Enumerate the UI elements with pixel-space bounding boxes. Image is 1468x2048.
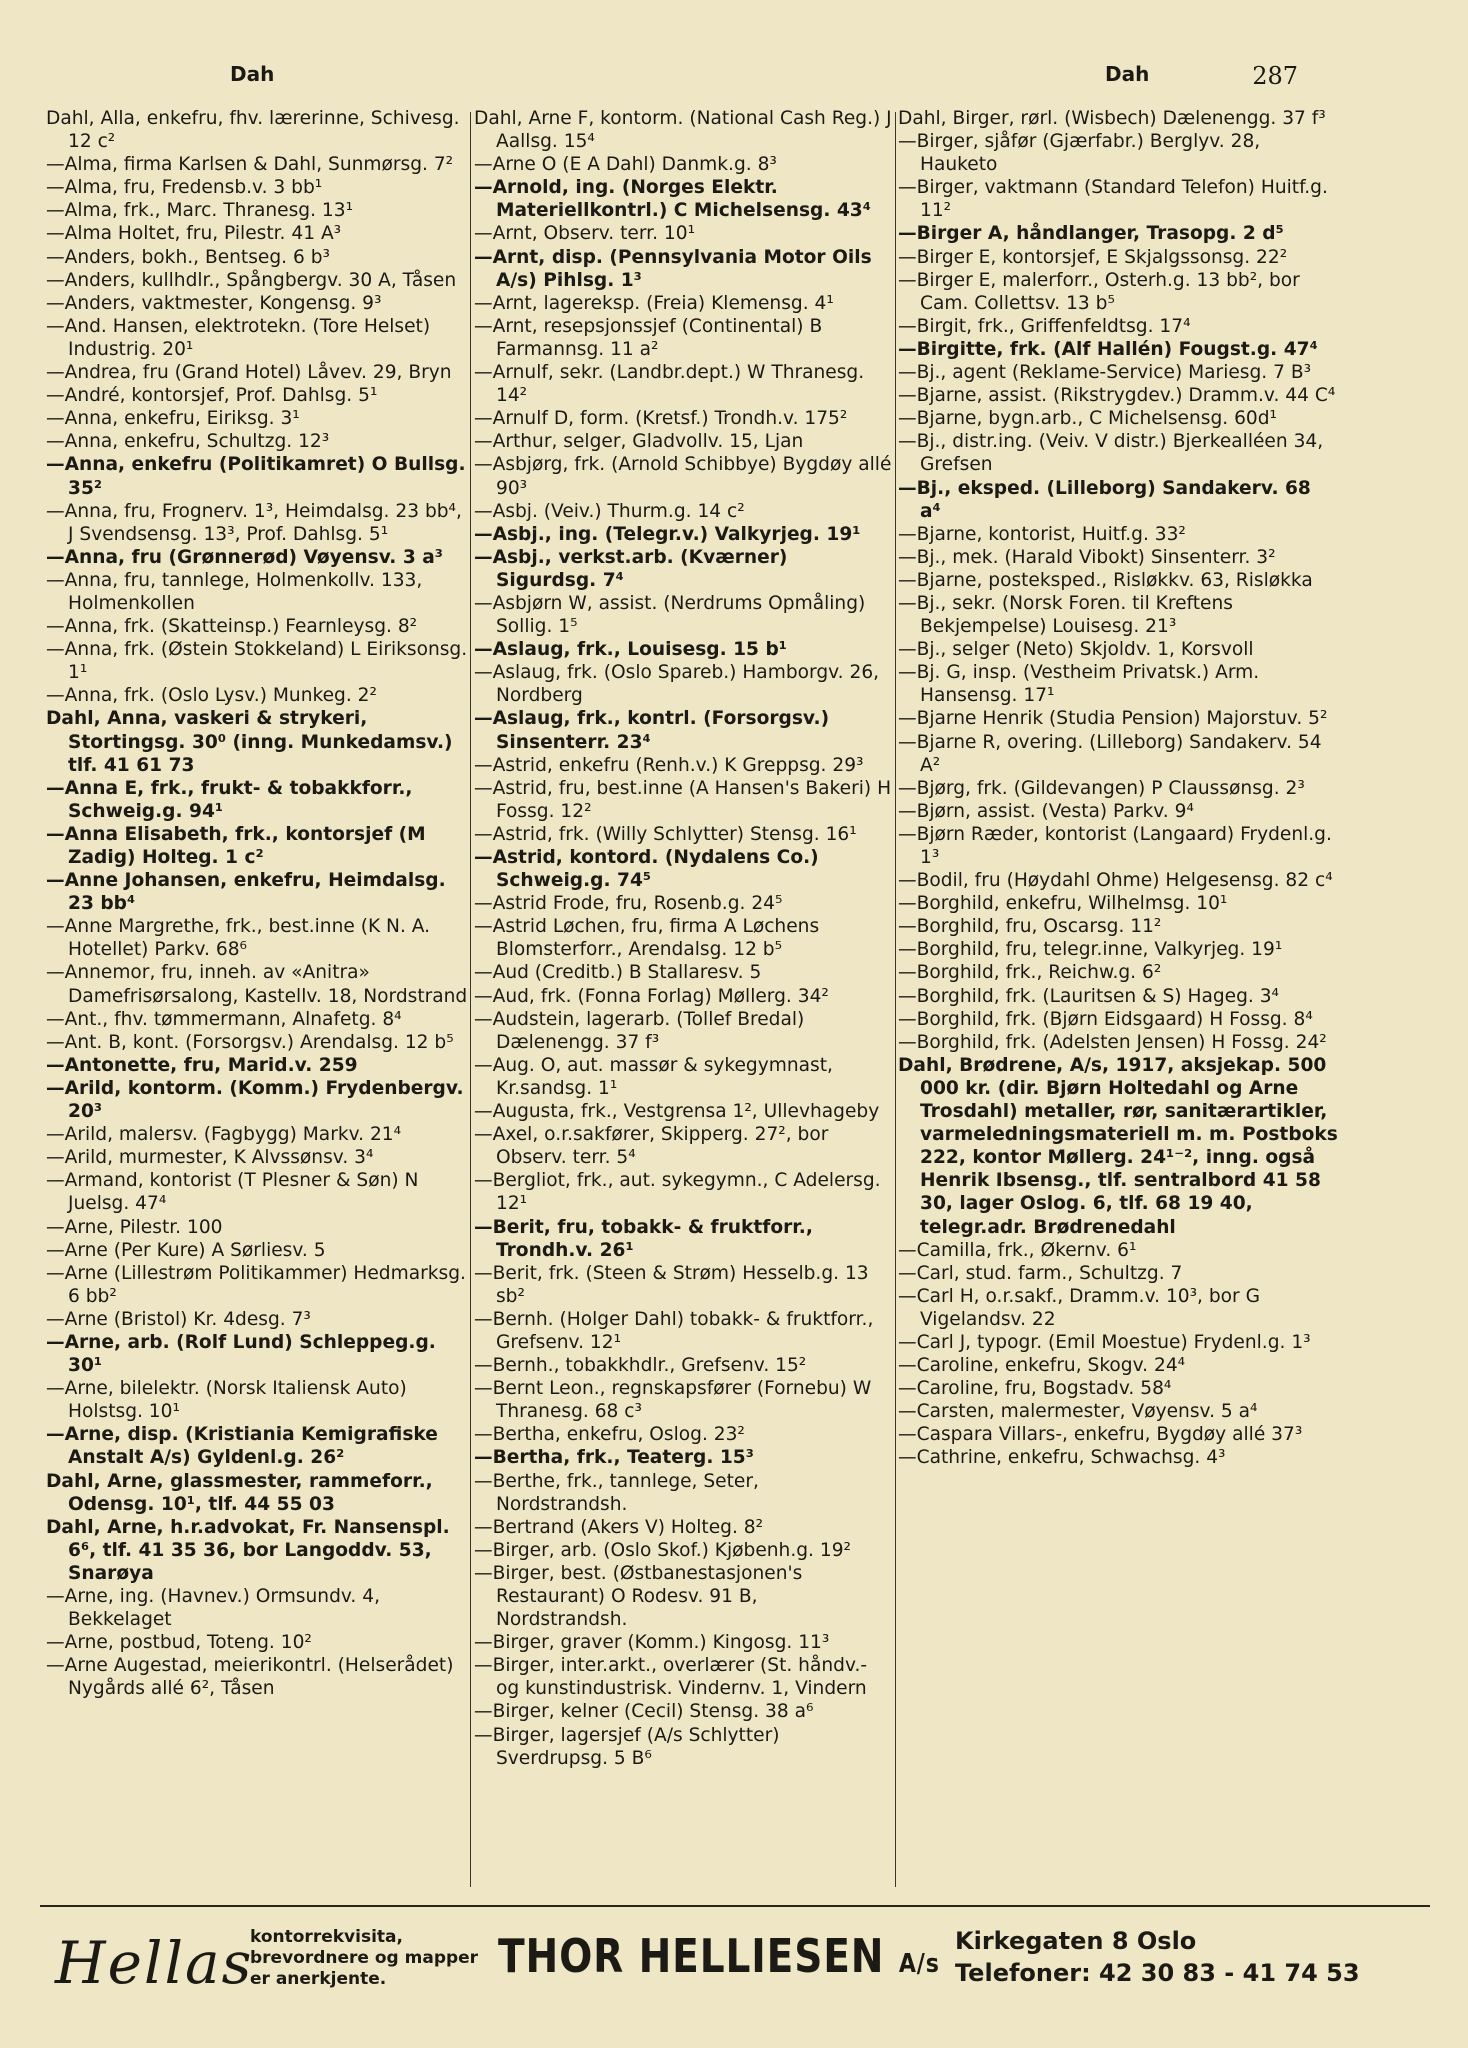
directory-entry: —Aug. O, aut. massør & sykegymnast, Kr.sandsg. 1¹ [474, 1054, 833, 1099]
directory-entry: —Anna, fru (Grønnerød) Vøyensv. 3 a³ [46, 546, 443, 568]
directory-entry: —André, kontorsjef, Prof. Dahlsg. 5¹ [46, 385, 378, 407]
directory-entry: —Carl J, typogr. (Emil Moestue) Frydenl.g. 1³ [898, 1331, 1311, 1353]
directory-entry: —Anders, bokh., Bentseg. 6 b³ [46, 246, 330, 268]
directory-entry: —Bertha, enkefru, Oslog. 23² [474, 1424, 745, 1446]
directory-entry: —Birger, sjåfør (Gjærfabr.) Berglyv. 28, Hauketo [898, 131, 1261, 176]
directory-entry: —Birger, graver (Komm.) Kingosg. 11³ [474, 1632, 830, 1654]
directory-entry: —Aud, frk. (Fonna Forlag) Møllerg. 34² [474, 985, 829, 1007]
directory-entry: —Anne Margrethe, frk., best.inne (K N. A. Hotellet) Parkv. 68⁶ [46, 916, 431, 961]
directory-entry: —Bj., selger (Neto) Skjoldv. 1, Korsvoll [898, 639, 1254, 661]
company-address-block [955, 1925, 1360, 1989]
directory-entry: —Asbjørn W, assist. (Nerdrums Opmåling) Sollig. 1⁵ [474, 592, 866, 638]
directory-entry: —Bernt Leon., regnskapsfører (Fornebu) W Thranesg. 68 c³ [474, 1378, 872, 1423]
directory-entry: —Bj., eksped. (Lilleborg) Sandakerv. 68 a⁴ [898, 477, 1311, 522]
directory-entry: Dahl, Birger, rørl. (Wisbech) Dælenengg. 37 f³ [898, 108, 1326, 129]
directory-entry: —Asbjørg, frk. (Arnold Schibbye) Bygdøy allé 90³ [474, 454, 892, 499]
page-header [40, 62, 1428, 98]
column-1 [46, 107, 470, 1897]
directory-entry: —Anna E, frk., frukt- & tobakkforr., Schweig.g. 94¹ [46, 777, 413, 822]
directory-entry: —Borghild, fru, telegr.inne, Valkyrjeg. 19¹ [898, 939, 1283, 961]
thor-helliesen-name [498, 1929, 940, 1983]
company-suffix: A/s [898, 1949, 940, 1979]
directory-entry: —Astrid, enkefru (Renh.v.) K Greppsg. 29³ [474, 754, 864, 776]
directory-entry: —Arnt, lagereksp. (Freia) Klemensg. 4¹ [474, 292, 834, 314]
directory-entry: —Arnt, Observ. terr. 10¹ [474, 223, 696, 245]
directory-entry: —Alma, fru, Fredensb.v. 3 bb¹ [46, 177, 323, 199]
directory-entry: —Bernh., tobakkhdlr., Grefsenv. 15² [474, 1355, 807, 1377]
directory-entry: —Anna, frk. (Østein Stokkeland) L Eiriksonsg. 1¹ [46, 639, 468, 684]
right-running-head: Dah [1105, 62, 1150, 86]
directory-entry: —Bj., mek. (Harald Vibokt) Sinsenterr. 3² [898, 546, 1276, 568]
directory-entry: —Augusta, frk., Vestgrensa 1², Ullevhageby [474, 1101, 880, 1123]
directory-entry: —Carl, stud. farm., Schultzg. 7 [898, 1262, 1183, 1284]
directory-entry: Dahl, Brødrene, A/s, 1917, aksjekap. 500 000 kr. (dir. Bjørn Holtedahl og Arne Trosdahl) metaller, rør, sanitærartikler, varmeledningsmateriell m. m. Postboks 222, kontor Møllerg. 24¹⁻², inng. også Henrik Ibsensg., tlf. sentralbord 41 58 30, lager Oslog. 6, tlf. 68 19 40, telegr.adr. Brødrenedahl [898, 1054, 1338, 1238]
directory-entry: —Aslaug, frk., Louisesg. 15 b¹ [474, 639, 787, 661]
directory-entry: —Astrid Løchen, fru, firma A Løchens Blomsterforr., Arendalsg. 12 b⁵ [474, 916, 820, 961]
directory-entry: —Arnt, resepsjonssjef (Continental) B Farmannsg. 11 a² [474, 315, 823, 360]
page-number: 287 [1252, 62, 1298, 90]
directory-entry: —Asbj. (Veiv.) Thurm.g. 14 c² [474, 500, 745, 522]
directory-entry: —Camilla, frk., Økernv. 6¹ [898, 1239, 1137, 1261]
directory-entry: —Borghild, frk. (Adelsten Jensen) H Fossg. 24² [898, 1031, 1327, 1053]
company-address: Kirkegaten 8 Oslo [955, 1927, 1197, 1955]
directory-entry: —Bertha, frk., Teaterg. 15³ [474, 1447, 754, 1469]
directory-entry: —Anna, fru, Frognerv. 1³, Heimdalsg. 23 bb⁴, J Svendsensg. 13³, Prof. Dahlsg. 5¹ [46, 500, 462, 545]
directory-entry: —Birger, lagersjef (A/s Schlytter) Sverdrupsg. 5 B⁶ [474, 1724, 780, 1769]
directory-entry: —Borghild, frk. (Lauritsen & S) Hageg. 3⁴ [898, 985, 1279, 1007]
directory-entry: —Birgitte, frk. (Alf Hallén) Fougst.g. 47⁴ [898, 338, 1318, 360]
directory-entry: —Arild, malersv. (Fagbygg) Markv. 21⁴ [46, 1124, 402, 1146]
directory-entry: —Cathrine, enkefru, Schwachsg. 4³ [898, 1447, 1226, 1469]
directory-entry: —Birger E, kontorsjef, E Skjalgssonsg. 22² [898, 246, 1288, 268]
directory-entry: —Astrid, kontord. (Nydalens Co.) Schweig.g. 74⁵ [474, 847, 819, 892]
directory-entry: —Arild, kontorm. (Komm.) Frydenbergv. 20³ [46, 1077, 464, 1123]
company-name: THOR HELLIESEN [498, 1929, 885, 1983]
column-3 [898, 107, 1338, 1897]
directory-entry: —Bj., sekr. (Norsk Foren. til Kreftens Bekjempelse) Louisesg. 21³ [898, 592, 1233, 638]
directory-columns [46, 107, 1426, 1897]
directory-entry: —Carl H, o.r.sakf., Dramm.v. 10³, bor G Vigelandsv. 22 [898, 1285, 1261, 1330]
directory-entry: —Arne, ing. (Havnev.) Ormsundv. 4, Bekkelaget [46, 1586, 380, 1631]
directory-entry: —Bjarne, posteksped., Risløkkv. 63, Risløkka [898, 569, 1313, 591]
directory-entry: —Alma, firma Karlsen & Dahl, Sunmørsg. 7² [46, 154, 454, 176]
directory-entry: —Anna, frk. (Oslo Lysv.) Munkeg. 2² [46, 685, 377, 707]
directory-entry: —Aslaug, frk., kontrl. (Forsorgsv.) Sinsenterr. 23⁴ [474, 708, 830, 753]
directory-entry: —Birger, kelner (Cecil) Stensg. 38 a⁶ [474, 1701, 814, 1723]
directory-entry: —Aslaug, frk. (Oslo Spareb.) Hamborgv. 26, Nordberg [474, 662, 880, 707]
directory-entry: —Andrea, fru (Grand Hotel) Låvev. 29, Bryn [46, 362, 452, 384]
directory-entry: —Anna Elisabeth, frk., kontorsjef (M Zadig) Holteg. 1 c² [46, 823, 426, 868]
directory-entry: —Bernh. (Holger Dahl) tobakk- & fruktforr., Grefsenv. 12¹ [474, 1308, 874, 1353]
directory-entry: —Ant., fhv. tømmermann, Alnafetg. 8⁴ [46, 1008, 402, 1030]
directory-entry: —Arne (Per Kure) A Sørliesv. 5 [46, 1239, 326, 1261]
company-phones: Telefoner: 42 30 83 - 41 74 53 [955, 1959, 1360, 1987]
directory-entry: —Anna, fru, tannlege, Holmenkollv. 133, Holmenkollen [46, 569, 423, 614]
directory-entry: —Caroline, enkefru, Skogv. 24⁴ [898, 1355, 1186, 1377]
directory-entry: —Bjarne, assist. (Rikstrygdev.) Dramm.v. 44 C⁴ [898, 385, 1336, 407]
directory-entry: —Birger, arb. (Oslo Skof.) Kjøbenh.g. 19² [474, 1539, 851, 1561]
directory-entry: —Alma, frk., Marc. Thranesg. 13¹ [46, 200, 354, 222]
directory-entry: —Arne, arb. (Rolf Lund) Schleppeg.g. 30¹ [46, 1331, 436, 1377]
directory-entry: —Audstein, lagerarb. (Tollef Bredal) Dælenengg. 37 f³ [474, 1008, 805, 1053]
directory-entry: —Caspara Villars-, enkefru, Bygdøy allé 37³ [898, 1424, 1303, 1446]
directory-entry: —Ant. B, kont. (Forsorgsv.) Arendalsg. 12 b⁵ [46, 1031, 454, 1053]
directory-entry: —Birger E, malerforr., Osterh.g. 13 bb², bor Cam. Collettsv. 13 b⁵ [898, 269, 1300, 314]
directory-entry: —Arne, Pilestr. 100 [46, 1216, 223, 1238]
directory-entry: —Birger, best. (Østbanestasjonen's Restaurant) O Rodesv. 91 B, Nordstrandsh. [474, 1562, 803, 1631]
directory-entry: —And. Hansen, elektrotekn. (Tore Helset) Industrig. 20¹ [46, 315, 431, 360]
left-running-head: Dah [230, 62, 275, 86]
directory-entry: —Astrid Frode, fru, Rosenb.g. 24⁵ [474, 893, 783, 915]
directory-entry: —Alma Holtet, fru, Pilestr. 41 A³ [46, 223, 342, 245]
directory-entry: —Bjarne, kontorist, Huitf.g. 33² [898, 523, 1186, 545]
directory-entry: —Borghild, frk. (Bjørn Eidsgaard) H Fossg. 8⁴ [898, 1008, 1313, 1030]
directory-entry: —Anna, enkefru (Politikamret) O Bullsg. 35² [46, 454, 466, 499]
directory-entry: —Anders, kullhdlr., Spångbergv. 30 A, Tåsen [46, 269, 457, 291]
advertisement-banner [40, 1905, 1430, 2007]
directory-entry: —Caroline, fru, Bogstadv. 58⁴ [898, 1378, 1172, 1400]
directory-entry: —Arild, murmester, K Alvssønsv. 3⁴ [46, 1147, 374, 1169]
directory-entry: —Astrid, fru, best.inne (A Hansen's Bakeri) H Fossg. 12² [474, 777, 892, 822]
directory-entry: —Berthe, frk., tannlege, Seter, Nordstrandsh. [474, 1470, 759, 1515]
directory-entry: —Bertrand (Akers V) Holteg. 8² [474, 1516, 764, 1538]
directory-entry: —Bjarne Henrik (Studia Pension) Majorstuv. 5² [898, 708, 1328, 730]
directory-entry: —Arnold, ing. (Norges Elektr. Materiellkontrl.) C Michelsensg. 43⁴ [474, 177, 871, 222]
directory-entry: —Astrid, frk. (Willy Schlytter) Stensg. 16¹ [474, 823, 857, 845]
directory-entry: —Anna, enkefru, Schultzg. 12³ [46, 431, 330, 453]
directory-entry: —Carsten, malermester, Vøyensv. 5 a⁴ [898, 1401, 1258, 1423]
directory-entry: —Anna, frk. (Skatteinsp.) Fearnleysg. 8² [46, 616, 418, 638]
directory-entry: —Birger, inter.arkt., overlærer (St. håndv.- og kunstindustrisk. Vindernv. 1, Vindern [474, 1655, 868, 1700]
directory-entry: —Birger A, håndlanger, Trasopg. 2 d⁵ [898, 223, 1284, 245]
directory-entry: —Asbj., ing. (Telegr.v.) Valkyrjeg. 19¹ [474, 523, 861, 545]
directory-entry: —Birger, vaktmann (Standard Telefon) Huitf.g. 11² [898, 177, 1328, 222]
directory-entry: —Bjørn Ræder, kontorist (Langaard) Frydenl.g. 1³ [898, 823, 1332, 868]
directory-entry: —Armand, kontorist (T Plesner & Søn) N Juelsg. 47⁴ [46, 1170, 419, 1215]
directory-entry: —Annemor, fru, inneh. av «Anitra» Damefrisørsalong, Kastellv. 18, Nordstrand [46, 962, 468, 1007]
directory-entry: —Arnulf, sekr. (Landbr.dept.) W Thranesg. 14² [474, 362, 865, 407]
directory-entry: —Antonette, fru, Marid.v. 259 [46, 1054, 358, 1076]
directory-entry: —Bodil, fru (Høydahl Ohme) Helgesensg. 82 c⁴ [898, 870, 1333, 892]
directory-entry: Dahl, Arne F, kontorm. (National Cash Reg.) J Aallsg. 15⁴ [474, 108, 892, 153]
directory-entry: —Arne Augestad, meierikontrl. (Helserådet) Nygårds allé 6², Tåsen [46, 1655, 454, 1700]
column-2 [474, 107, 894, 1897]
directory-entry: —Borghild, fru, Oscarsg. 11² [898, 916, 1162, 938]
directory-entry: —Bj. G, insp. (Vestheim Privatsk.) Arm. Hansensg. 17¹ [898, 662, 1260, 707]
hellas-ad-text: kontorrekvisita, brevordnere og mapper er anerkjente. [250, 1927, 479, 1989]
directory-entry: Dahl, Arne, glassmester, rammeforr., Odensg. 10¹, tlf. 44 55 03 [46, 1470, 433, 1515]
directory-entry: —Arne, bilelektr. (Norsk Italiensk Auto) Holstsg. 10¹ [46, 1378, 407, 1423]
directory-entry: Dahl, Anna, vaskeri & strykeri, Stortingsg. 30⁰ (inng. Munkedamsv.) tlf. 41 61 73 [46, 708, 453, 776]
directory-entry: —Bj., distr.ing. (Veiv. V distr.) Bjerkealléen 34, Grefsen [898, 431, 1324, 476]
directory-entry: —Axel, o.r.sakfører, Skipperg. 27², bor Observ. terr. 5⁴ [474, 1124, 829, 1169]
directory-entry: —Bjørn, assist. (Vesta) Parkv. 9⁴ [898, 800, 1194, 822]
directory-entry: —Borghild, enkefru, Wilhelmsg. 10¹ [898, 893, 1228, 915]
directory-entry: —Anna, enkefru, Eiriksg. 3¹ [46, 408, 300, 430]
directory-entry: —Bergliot, frk., aut. sykegymn., C Adelersg. 12¹ [474, 1170, 881, 1215]
directory-entry: —Anne Johansen, enkefru, Heimdalsg. 23 bb⁴ [46, 870, 446, 915]
directory-entry: —Arnt, disp. (Pennsylvania Motor Oils A/s) Pihlsg. 1³ [474, 246, 872, 291]
directory-entry: —Bjarne R, overing. (Lilleborg) Sandakerv. 54 A² [898, 731, 1322, 776]
directory-entry: —Borghild, frk., Reichw.g. 6² [898, 962, 1162, 984]
directory-entry: Dahl, Arne, h.r.advokat, Fr. Nansenspl. 6⁶, tlf. 41 35 36, bor Langoddv. 53, Snarøya [46, 1516, 450, 1584]
directory-entry: —Bjarne, bygn.arb., C Michelsensg. 60d¹ [898, 408, 1278, 430]
directory-entry: —Arne O (E A Dahl) Danmk.g. 8³ [474, 154, 777, 176]
directory-entry: —Bjørg, frk. (Gildevangen) P Claussønsg. 2³ [898, 777, 1305, 799]
directory-entry: —Arne (Bristol) Kr. 4desg. 7³ [46, 1308, 311, 1330]
directory-entry: —Arne, postbud, Toteng. 10² [46, 1632, 312, 1654]
directory-entry: —Bj., agent (Reklame-Service) Mariesg. 7 B³ [898, 362, 1312, 384]
directory-entry: —Arthur, selger, Gladvollv. 15, Ljan [474, 431, 804, 453]
directory-entry: —Aud (Creditb.) B Stallaresv. 5 [474, 962, 762, 984]
directory-entry: —Arne, disp. (Kristiania Kemigrafiske Anstalt A/s) Gyldenl.g. 26² [46, 1424, 438, 1469]
directory-entry: —Birgit, frk., Griffenfeldtsg. 17⁴ [898, 315, 1191, 337]
directory-entry: Dahl, Alla, enkefru, fhv. lærerinne, Schivesg. 12 c² [46, 108, 460, 153]
directory-entry: —Berit, frk. (Steen & Strøm) Hesselb.g. 13 sb² [474, 1262, 869, 1307]
directory-entry: —Arnulf D, form. (Kretsf.) Trondh.v. 175² [474, 408, 848, 430]
directory-entry: —Berit, fru, tobakk- & fruktforr., Trondh.v. 26¹ [474, 1216, 813, 1261]
directory-entry: —Asbj., verkst.arb. (Kværner) Sigurdsg. 7⁴ [474, 546, 788, 591]
directory-entry: —Anders, vaktmester, Kongensg. 9³ [46, 292, 382, 314]
directory-entry: —Arne (Lillestrøm Politikammer) Hedmarksg. 6 bb² [46, 1262, 466, 1307]
hellas-logo: Hellas [55, 1929, 254, 1997]
